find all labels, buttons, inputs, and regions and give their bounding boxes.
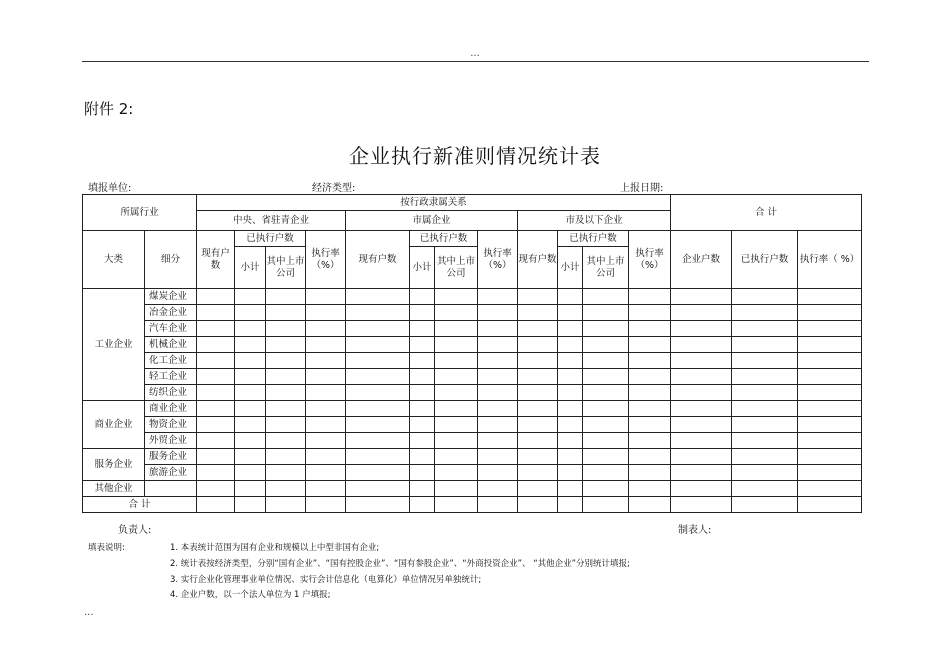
data-cell bbox=[732, 497, 798, 513]
data-cell bbox=[558, 465, 583, 481]
table-row bbox=[83, 481, 862, 497]
g3-existing-header: 现有户数 bbox=[518, 231, 558, 289]
data-cell bbox=[732, 417, 798, 433]
data-cell bbox=[266, 481, 306, 497]
data-cell bbox=[732, 353, 798, 369]
data-cell bbox=[798, 401, 862, 417]
data-cell bbox=[197, 385, 235, 401]
data-cell bbox=[435, 337, 478, 353]
data-cell bbox=[583, 449, 629, 465]
data-cell bbox=[518, 321, 558, 337]
data-cell bbox=[235, 321, 266, 337]
g3-executed-header: 已执行户数 bbox=[558, 231, 629, 247]
data-cell bbox=[518, 289, 558, 305]
data-cell bbox=[306, 337, 346, 353]
data-cell bbox=[798, 353, 862, 369]
data-cell bbox=[518, 401, 558, 417]
group-central-header: 中央、省驻青企业 bbox=[197, 211, 346, 231]
data-cell bbox=[235, 401, 266, 417]
data-cell bbox=[235, 305, 266, 321]
data-cell bbox=[235, 433, 266, 449]
other-category-cell: 其他企业 bbox=[83, 481, 145, 497]
data-cell bbox=[583, 481, 629, 497]
data-cell bbox=[306, 353, 346, 369]
data-cell bbox=[410, 481, 435, 497]
data-cell bbox=[583, 417, 629, 433]
data-cell bbox=[435, 353, 478, 369]
data-cell bbox=[732, 449, 798, 465]
data-cell bbox=[583, 433, 629, 449]
data-cell bbox=[478, 401, 518, 417]
data-cell bbox=[478, 369, 518, 385]
data-cell bbox=[671, 481, 732, 497]
data-cell bbox=[266, 497, 306, 513]
data-cell bbox=[732, 433, 798, 449]
data-cell bbox=[629, 385, 671, 401]
data-cell bbox=[798, 417, 862, 433]
data-cell bbox=[306, 465, 346, 481]
data-cell bbox=[435, 321, 478, 337]
data-cell bbox=[306, 417, 346, 433]
data-cell bbox=[558, 289, 583, 305]
data-cell bbox=[583, 353, 629, 369]
data-cell bbox=[266, 465, 306, 481]
data-cell bbox=[518, 417, 558, 433]
data-cell bbox=[410, 337, 435, 353]
data-cell bbox=[671, 369, 732, 385]
data-cell bbox=[435, 289, 478, 305]
data-cell bbox=[629, 353, 671, 369]
data-cell bbox=[478, 433, 518, 449]
data-cell bbox=[266, 305, 306, 321]
data-cell bbox=[671, 289, 732, 305]
data-cell bbox=[798, 433, 862, 449]
data-cell bbox=[732, 305, 798, 321]
header-rule bbox=[82, 61, 869, 62]
data-cell bbox=[558, 497, 583, 513]
data-cell bbox=[583, 289, 629, 305]
data-cell bbox=[235, 385, 266, 401]
data-cell bbox=[629, 401, 671, 417]
data-cell bbox=[671, 305, 732, 321]
data-cell bbox=[558, 337, 583, 353]
g3-subtotal-header: 小计 bbox=[558, 247, 583, 289]
data-cell bbox=[583, 369, 629, 385]
data-cell bbox=[346, 289, 410, 305]
data-cell bbox=[435, 305, 478, 321]
data-cell bbox=[671, 497, 732, 513]
data-cell bbox=[410, 465, 435, 481]
data-cell bbox=[435, 465, 478, 481]
table-row bbox=[83, 305, 862, 321]
data-cell bbox=[410, 289, 435, 305]
data-cell bbox=[732, 465, 798, 481]
subcategory-cell: 机械企业 bbox=[145, 337, 197, 353]
data-cell bbox=[732, 401, 798, 417]
data-cell bbox=[266, 369, 306, 385]
data-cell bbox=[478, 321, 518, 337]
data-cell bbox=[629, 289, 671, 305]
table-row bbox=[83, 353, 862, 369]
data-cell bbox=[671, 449, 732, 465]
note-item: 4. 企业户数，以一个法人单位为 1 户填报; bbox=[170, 590, 331, 600]
data-cell bbox=[306, 321, 346, 337]
data-cell bbox=[346, 337, 410, 353]
data-cell bbox=[435, 369, 478, 385]
preparer-label: 制表人: bbox=[678, 525, 712, 536]
data-cell bbox=[583, 305, 629, 321]
subcategory-cell: 汽车企业 bbox=[145, 321, 197, 337]
data-cell bbox=[306, 369, 346, 385]
data-cell bbox=[629, 369, 671, 385]
data-cell bbox=[629, 305, 671, 321]
data-cell bbox=[410, 353, 435, 369]
data-cell bbox=[235, 481, 266, 497]
data-cell bbox=[197, 337, 235, 353]
data-cell bbox=[435, 497, 478, 513]
data-cell bbox=[197, 481, 235, 497]
data-cell bbox=[583, 401, 629, 417]
g2-listed-header: 其中上市公司 bbox=[435, 247, 478, 289]
data-cell bbox=[583, 465, 629, 481]
data-cell bbox=[798, 449, 862, 465]
data-cell bbox=[629, 337, 671, 353]
data-cell bbox=[478, 465, 518, 481]
data-cell bbox=[558, 385, 583, 401]
data-cell bbox=[266, 401, 306, 417]
data-cell bbox=[478, 417, 518, 433]
subcategory-cell: 煤炭企业 bbox=[145, 289, 197, 305]
statistics-table bbox=[82, 194, 862, 513]
data-cell bbox=[306, 305, 346, 321]
data-cell bbox=[235, 353, 266, 369]
data-cell bbox=[478, 353, 518, 369]
data-cell bbox=[558, 369, 583, 385]
reporting-unit-label: 填报单位: bbox=[88, 183, 132, 194]
data-cell bbox=[266, 321, 306, 337]
data-cell bbox=[478, 449, 518, 465]
data-cell bbox=[558, 401, 583, 417]
total-group-header: 合 计 bbox=[671, 195, 862, 231]
data-cell bbox=[583, 321, 629, 337]
group-local-header: 市及以下企业 bbox=[518, 211, 671, 231]
data-cell bbox=[346, 417, 410, 433]
data-cell bbox=[798, 337, 862, 353]
data-cell bbox=[197, 321, 235, 337]
data-cell bbox=[478, 481, 518, 497]
data-cell bbox=[558, 305, 583, 321]
footer-dots: ... bbox=[84, 607, 94, 618]
data-cell bbox=[558, 481, 583, 497]
data-cell bbox=[306, 481, 346, 497]
data-cell bbox=[732, 289, 798, 305]
table-row bbox=[83, 289, 862, 305]
data-cell bbox=[346, 481, 410, 497]
data-cell bbox=[629, 417, 671, 433]
header-dots: ... bbox=[470, 48, 480, 59]
data-cell bbox=[671, 465, 732, 481]
enterprise-count-header: 企业户数 bbox=[671, 231, 732, 289]
data-cell bbox=[197, 289, 235, 305]
data-cell bbox=[629, 497, 671, 513]
data-cell bbox=[346, 449, 410, 465]
data-cell bbox=[235, 289, 266, 305]
data-cell bbox=[410, 401, 435, 417]
data-cell bbox=[671, 321, 732, 337]
data-cell bbox=[346, 385, 410, 401]
data-cell bbox=[518, 337, 558, 353]
responsible-person-label: 负责人: bbox=[118, 525, 152, 536]
g2-existing-header: 现有户数 bbox=[346, 231, 410, 289]
g1-listed-header: 其中上市公司 bbox=[266, 247, 306, 289]
data-cell bbox=[435, 449, 478, 465]
execution-rate-header: 执行率（ %） bbox=[798, 231, 862, 289]
data-cell bbox=[410, 385, 435, 401]
data-cell bbox=[518, 481, 558, 497]
subcategory-cell bbox=[145, 481, 197, 497]
group-city-header: 市属企业 bbox=[346, 211, 518, 231]
data-cell bbox=[558, 353, 583, 369]
data-cell bbox=[518, 497, 558, 513]
g1-existing-header: 现有户数 bbox=[197, 231, 235, 289]
data-cell bbox=[266, 353, 306, 369]
data-cell bbox=[197, 369, 235, 385]
data-cell bbox=[346, 465, 410, 481]
g3-rate-header: 执行率（%） bbox=[629, 231, 671, 289]
data-cell bbox=[671, 337, 732, 353]
data-cell bbox=[266, 433, 306, 449]
data-cell bbox=[518, 353, 558, 369]
data-cell bbox=[346, 497, 410, 513]
data-cell bbox=[629, 321, 671, 337]
g3-listed-header: 其中上市公司 bbox=[583, 247, 629, 289]
table-row bbox=[83, 385, 862, 401]
g2-rate-header: 执行率（%） bbox=[478, 231, 518, 289]
data-cell bbox=[266, 449, 306, 465]
data-cell bbox=[197, 401, 235, 417]
data-cell bbox=[410, 369, 435, 385]
data-cell bbox=[435, 401, 478, 417]
data-cell bbox=[558, 321, 583, 337]
subcategory-cell: 服务企业 bbox=[145, 449, 197, 465]
table-row bbox=[83, 417, 862, 433]
data-cell bbox=[732, 369, 798, 385]
data-cell bbox=[798, 369, 862, 385]
g2-subtotal-header: 小计 bbox=[410, 247, 435, 289]
data-cell bbox=[558, 449, 583, 465]
data-cell bbox=[235, 417, 266, 433]
data-cell bbox=[478, 337, 518, 353]
data-cell bbox=[478, 497, 518, 513]
subcategory-cell: 纺织企业 bbox=[145, 385, 197, 401]
data-cell bbox=[435, 433, 478, 449]
data-cell bbox=[732, 385, 798, 401]
data-cell bbox=[306, 401, 346, 417]
data-cell bbox=[798, 497, 862, 513]
data-cell bbox=[671, 385, 732, 401]
data-cell bbox=[197, 433, 235, 449]
data-cell bbox=[306, 289, 346, 305]
data-cell bbox=[518, 433, 558, 449]
data-cell bbox=[197, 417, 235, 433]
data-cell bbox=[410, 497, 435, 513]
g2-executed-header: 已执行户数 bbox=[410, 231, 478, 247]
data-cell bbox=[197, 305, 235, 321]
data-cell bbox=[346, 305, 410, 321]
data-cell bbox=[410, 449, 435, 465]
notes-label: 填表说明: bbox=[88, 543, 125, 553]
data-cell bbox=[583, 337, 629, 353]
g1-rate-header: 执行率（%） bbox=[306, 231, 346, 289]
data-cell bbox=[235, 449, 266, 465]
subcategory-cell: 物资企业 bbox=[145, 417, 197, 433]
data-cell bbox=[732, 321, 798, 337]
data-cell bbox=[346, 433, 410, 449]
data-cell bbox=[306, 497, 346, 513]
data-cell bbox=[306, 449, 346, 465]
data-cell bbox=[346, 321, 410, 337]
data-cell bbox=[558, 417, 583, 433]
data-cell bbox=[197, 497, 235, 513]
report-date-label: 上报日期: bbox=[620, 183, 664, 194]
data-cell bbox=[435, 385, 478, 401]
data-cell bbox=[732, 337, 798, 353]
data-cell bbox=[410, 433, 435, 449]
subcategory-cell: 轻工企业 bbox=[145, 369, 197, 385]
data-cell bbox=[798, 481, 862, 497]
data-cell bbox=[410, 417, 435, 433]
data-cell bbox=[346, 369, 410, 385]
data-cell bbox=[671, 353, 732, 369]
subcategory-cell: 化工企业 bbox=[145, 353, 197, 369]
data-cell bbox=[435, 481, 478, 497]
page-title: 企业执行新准则情况统计表 bbox=[349, 144, 601, 168]
data-cell bbox=[346, 353, 410, 369]
data-cell bbox=[798, 465, 862, 481]
data-cell bbox=[266, 385, 306, 401]
table-row bbox=[83, 321, 862, 337]
subcategory-header: 细分 bbox=[145, 231, 197, 289]
data-cell bbox=[671, 417, 732, 433]
economic-type-label: 经济类型: bbox=[312, 183, 356, 194]
data-cell bbox=[197, 465, 235, 481]
data-cell bbox=[583, 385, 629, 401]
subcategory-cell: 旅游企业 bbox=[145, 465, 197, 481]
data-cell bbox=[478, 385, 518, 401]
data-cell bbox=[197, 353, 235, 369]
industrial-category-cell: 工业企业 bbox=[83, 289, 145, 401]
table-row bbox=[83, 449, 862, 465]
data-cell bbox=[732, 481, 798, 497]
data-cell bbox=[235, 337, 266, 353]
data-cell bbox=[558, 433, 583, 449]
table-row bbox=[83, 401, 862, 417]
note-item: 2. 统计表按经济类型，分别“国有企业”、“国有控股企业”、“国有参股企业”、“外商投资企业”、 “其他企业”分别统计填报; bbox=[170, 559, 630, 569]
subcategory-cell: 冶金企业 bbox=[145, 305, 197, 321]
subcategory-cell: 外贸企业 bbox=[145, 433, 197, 449]
data-cell bbox=[478, 289, 518, 305]
subcategory-cell: 商业企业 bbox=[145, 401, 197, 417]
table-row bbox=[83, 337, 862, 353]
data-cell bbox=[478, 305, 518, 321]
data-cell bbox=[518, 305, 558, 321]
table-row bbox=[83, 433, 862, 449]
table-row bbox=[83, 465, 862, 481]
note-item: 1. 本表统计范围为国有企业和规模以上中型非国有企业; bbox=[170, 543, 380, 553]
industry-header: 所属行业 bbox=[83, 195, 197, 231]
data-cell bbox=[518, 385, 558, 401]
total-row bbox=[83, 497, 862, 513]
data-cell bbox=[306, 385, 346, 401]
grand-total-label: 合 计 bbox=[83, 497, 197, 513]
data-cell bbox=[671, 401, 732, 417]
table-row bbox=[83, 369, 862, 385]
data-cell bbox=[235, 465, 266, 481]
data-cell bbox=[197, 449, 235, 465]
data-cell bbox=[266, 289, 306, 305]
g1-executed-header: 已执行户数 bbox=[235, 231, 306, 247]
attachment-label: 附件 2: bbox=[84, 100, 134, 118]
data-cell bbox=[583, 497, 629, 513]
note-item: 3. 实行企业化管理事业单位情况、实行会计信息化（电算化）单位情况另单独统计; bbox=[170, 575, 482, 585]
data-cell bbox=[671, 433, 732, 449]
service-category-cell: 服务企业 bbox=[83, 449, 145, 481]
data-cell bbox=[266, 337, 306, 353]
data-cell bbox=[518, 369, 558, 385]
data-cell bbox=[629, 449, 671, 465]
data-cell bbox=[798, 321, 862, 337]
data-cell bbox=[798, 385, 862, 401]
commercial-category-cell: 商业企业 bbox=[83, 401, 145, 449]
data-cell bbox=[266, 417, 306, 433]
data-cell bbox=[435, 417, 478, 433]
data-cell bbox=[306, 433, 346, 449]
relation-header: 按行政隶属关系 bbox=[197, 195, 671, 211]
data-cell bbox=[410, 305, 435, 321]
data-cell bbox=[629, 465, 671, 481]
data-cell bbox=[235, 497, 266, 513]
data-cell bbox=[798, 305, 862, 321]
major-category-header: 大类 bbox=[83, 231, 145, 289]
data-cell bbox=[798, 289, 862, 305]
data-cell bbox=[629, 433, 671, 449]
data-cell bbox=[518, 449, 558, 465]
data-cell bbox=[235, 369, 266, 385]
data-cell bbox=[518, 465, 558, 481]
executed-count-header: 已执行户数 bbox=[732, 231, 798, 289]
g1-subtotal-header: 小计 bbox=[235, 247, 266, 289]
data-cell bbox=[410, 321, 435, 337]
data-cell bbox=[629, 481, 671, 497]
data-cell bbox=[346, 401, 410, 417]
